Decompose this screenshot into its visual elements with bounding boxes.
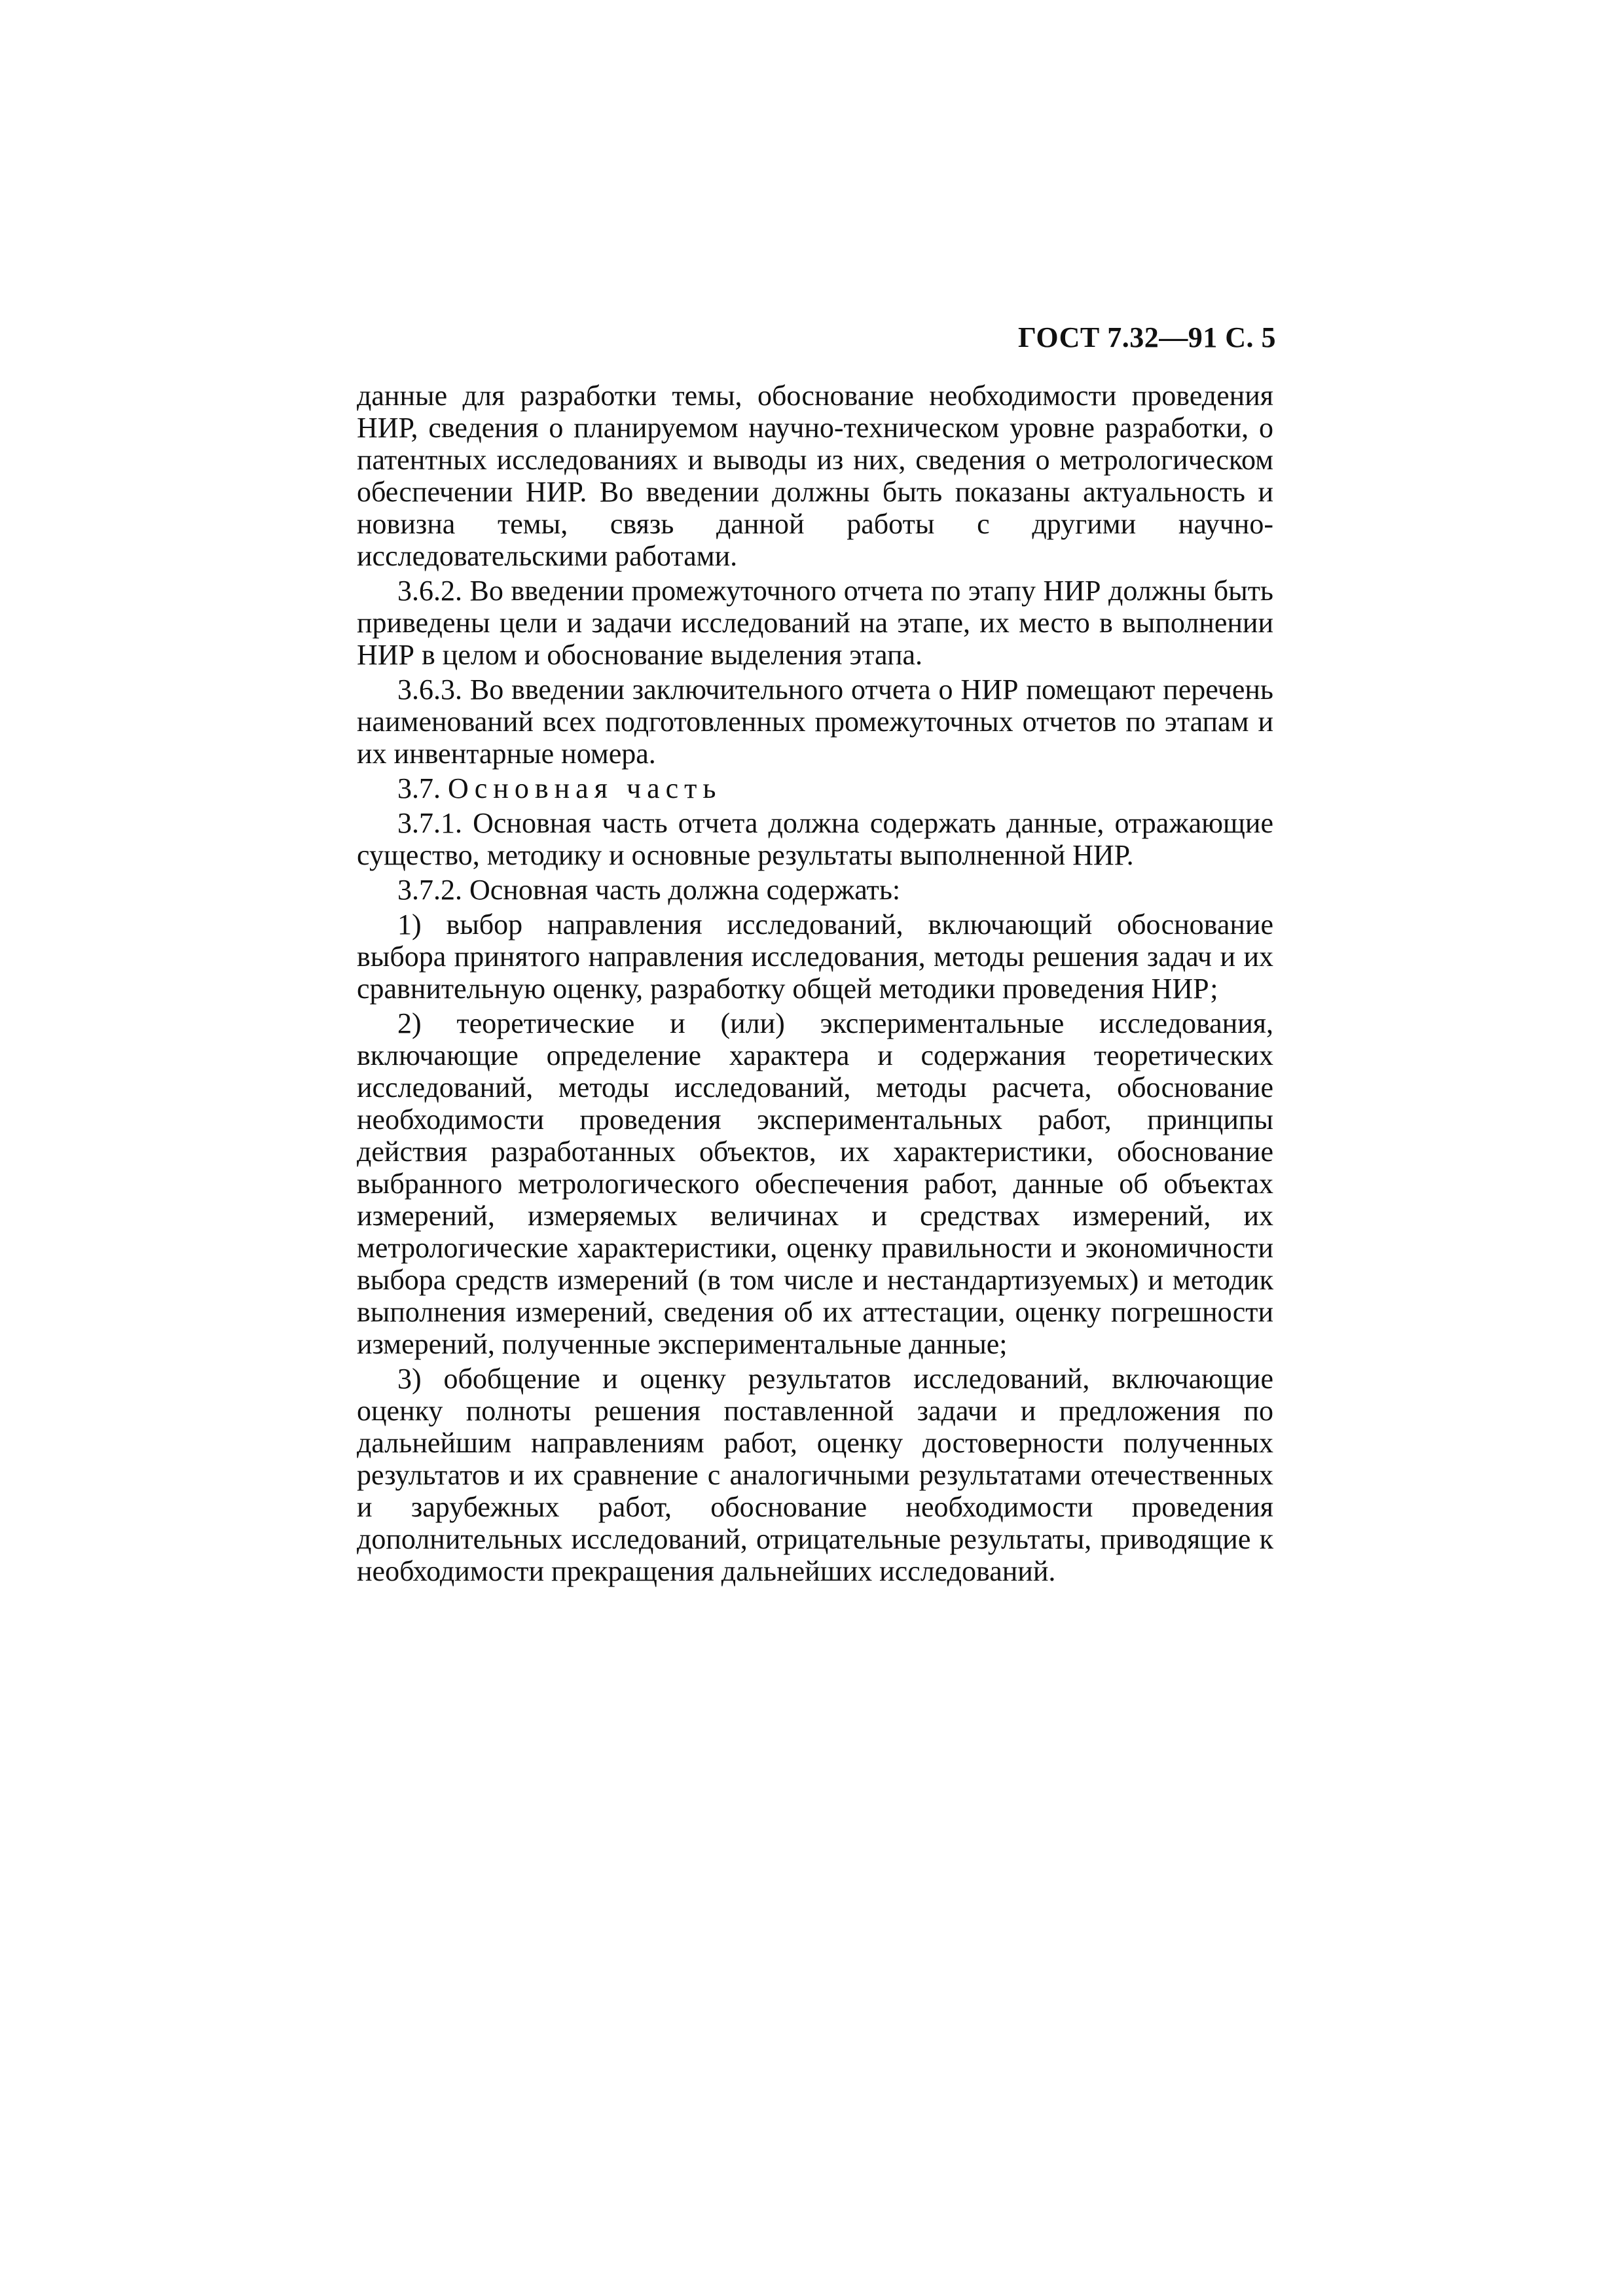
list-item-1: 1) выбор направления исследований, включающий обоснование выбора принятого направления исследования, методы решения задач и их сравнительную оценку, разработку общей методики проведения НИР; — [357, 908, 1273, 1005]
section-heading-3-7 — [357, 772, 1273, 804]
paragraph-3-6-3: 3.6.3. Во введении заключительного отчета о НИР помещают перечень наименований всех подготовленных промежуточных отчетов по этапам и их инвентарные номера. — [357, 673, 1273, 770]
section-number: 3.7. — [397, 772, 441, 804]
section-title: Основная часть — [448, 772, 722, 804]
paragraph-intro-continued: данные для разработки темы, обоснование необходимости проведения НИР, сведения о планируемом научно-техническом уровне разработки, о патентных исследованиях и выводы из них, сведения о метрологическом обеспечении НИР. Во введении должны быть показаны актуальность и новизна темы, связь данной работы с другими научно-исследовательскими работами. — [357, 380, 1273, 572]
paragraph-3-7-2: 3.7.2. Основная часть должна содержать: — [397, 874, 901, 906]
document-body — [357, 380, 1273, 1590]
paragraph-3-6-2: 3.6.2. Во введении промежуточного отчета по этапу НИР должны быть приведены цели и задачи исследований на этапе, их место в выполнении НИР в целом и обоснование выделения этапа. — [357, 575, 1273, 671]
page-header: ГОСТ 7.32—91 С. 5 — [1017, 321, 1276, 353]
list-item-3: 3) обобщение и оценку результатов исследований, включающие оценку полноты решения поставленной задачи и предложения по дальнейшим направлениям работ, оценку достоверности полученных результатов и их сравнение с аналогичными результатами отечественных и зарубежных работ, обоснование необходимости проведения дополнительных исследований, отрицательные результаты, приводящие к необходимости прекращения дальнейших исследований. — [357, 1363, 1273, 1587]
paragraph-3-7-1: 3.7.1. Основная часть отчета должна содержать данные, отражающие существо, методику и основные результаты выполненной НИР. — [357, 807, 1273, 871]
list-item-2: 2) теоретические и (или) экспериментальные исследования, включающие определение характера и содержания теоретических исследований, методы исследований, методы расчета, обоснование необходимости проведения экспериментальных работ, принципы действия разработанных объектов, их характеристики, обоснование выбранного метрологического обеспечения работ, данные об объектах измерений, измеряемых величинах и средствах измерений, их метрологические характеристики, оценку правильности и экономичности выбора средств измерений (в том числе и нестандартизуемых) и методик выполнения измерений, сведения об их аттестации, оценку погрешности измерений, полученные экспериментальные данные; — [357, 1007, 1273, 1360]
